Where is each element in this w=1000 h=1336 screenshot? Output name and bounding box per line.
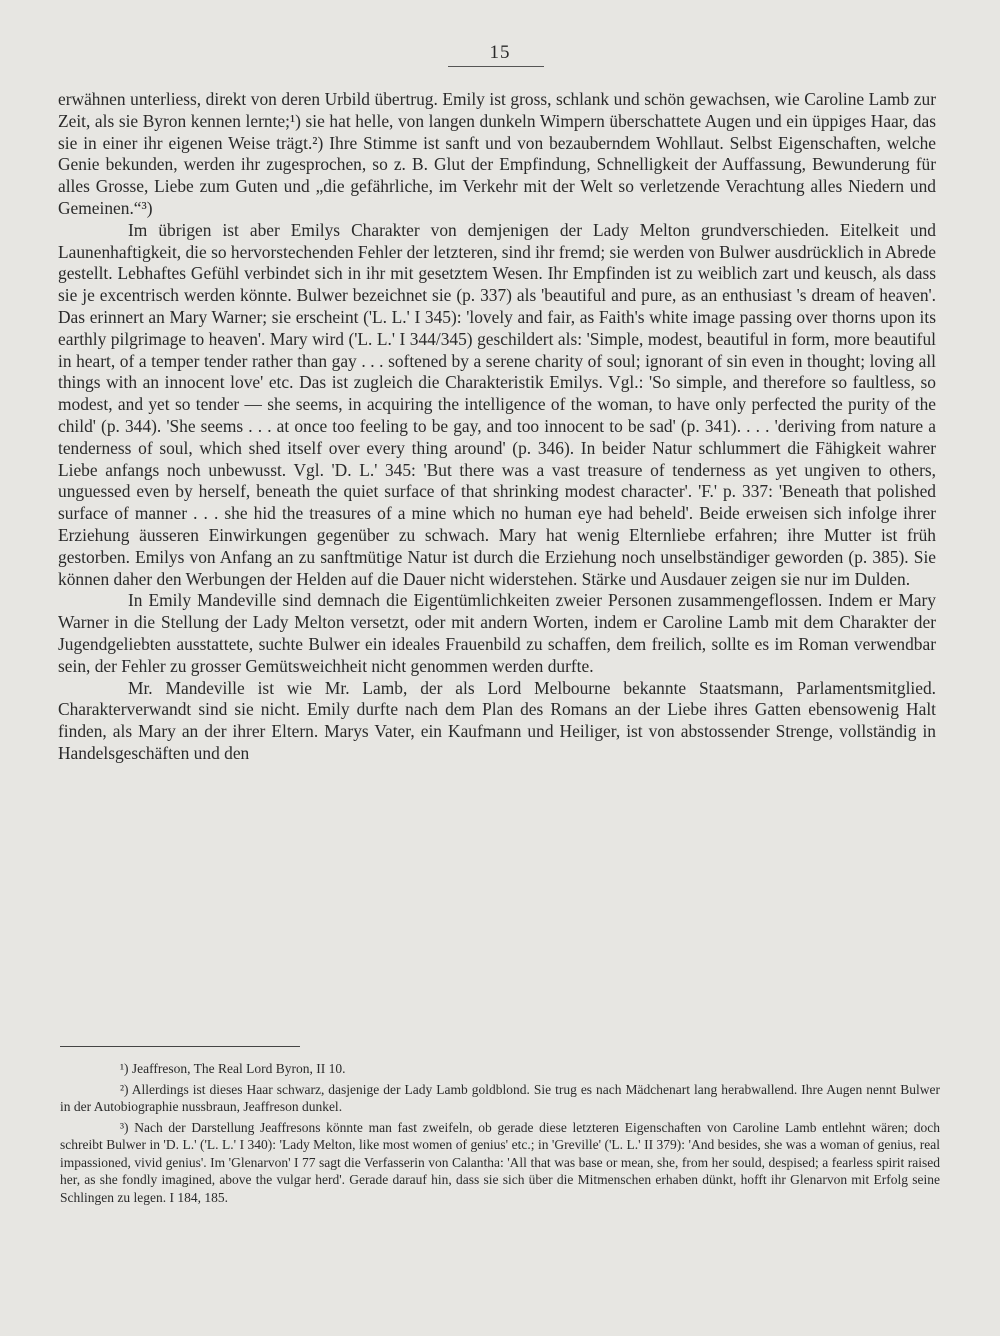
footnote-2: ²) Allerdings ist dieses Haar schwarz, dasjenige der Lady Lamb goldblond. Sie trug es nach Mädchenart lang herabwallend. Ihre Augen nennt Bulwer in der Autobiographie nussbraun, Jeaffreson dunkel. xyxy=(60,1081,940,1114)
footnote-1: ¹) Jeaffreson, The Real Lord Byron, II 10. xyxy=(120,1061,346,1076)
footnote-divider xyxy=(60,1046,300,1047)
paragraph: erwähnen unterliess, direkt von deren Urbild übertrug. Emily ist gross, schlank und schön gewachsen, wie Caroline Lamb zur Zeit, als sie Byron kennen lernte;¹) sie hat helle, von langen dunkeln Wimpern überschattete Augen und ein üppiges Haar, das sie in einer ihr eigenen Weise trägt.²) Ihre Stimme ist sanft und von bezauberndem Wohllaut. Selbst Eigenschaften, welche Genie bekunden, werden ihr zugesprochen, so z. B. Glut der Empfindung, Schnelligkeit der Auffassung, Bewunderung für alles Grosse, Liebe zum Guten und „die gefährliche, im Verkehr mit der Welt so verletzende Verachtung alles Niedern und Gemeinen.“³) xyxy=(58,89,936,218)
body-text xyxy=(58,89,936,765)
paragraph: Mr. Mandeville ist wie Mr. Lamb, der als Lord Melbourne bekannte Staatsmann, Parlamentsmitglied. Charakterverwandt sind sie nicht. Emily durfte nach dem Plan des Romans an der Liebe ihres Gatten ebensowenig Halt finden, als Mary an der ihrer Eltern. Marys Vater, ein Kaufmann und Heiliger, ist von abstossender Strenge, vollständig in Handelsgeschäften und den xyxy=(58,677,936,763)
footnote-3: ³) Nach der Darstellung Jeaffresons könnte man fast zweifeln, ob gerade diese letzteren Eigenschaften von Caroline Lamb entlehnt wären; doch schreibt Bulwer in 'D. L.' ('L. L.' I 340): 'Lady Melton, like most women of genius' etc.; in 'Greville' ('L. L.' II 379): 'And besides, she was a woman of genius, real impassioned, vivid genius'. Im 'Glenarvon' I 77 sagt die Verfasserin von Calantha: 'All that was base or mean, she, from her sould, despised; a fearless spirit raised her, as she fondly imagined, above the vulgar herd'. Gerade darauf hin, dass sie sich über die Mitmenschen erhaben dünkt, hofft ihr Glenarvon mit Erfolg seine Schlingen zu legen. I 184, 185. xyxy=(60,1119,940,1205)
footnotes xyxy=(60,1060,940,1209)
paragraph: Im übrigen ist aber Emilys Charakter von demjenigen der Lady Melton grundverschieden. Eitelkeit und Launenhaftigkeit, die so hervorstechenden Fehler der letzteren, sind ihr fremd; sie werden von Bulwer ausdrücklich in Abrede gestellt. Lebhaftes Gefühl verbindet sich in ihr mit gesetztem Wesen. Ihr Empfinden ist zu weiblich zart und keusch, als dass sie je excentrisch werden könnte. Bulwer bezeichnet sie (p. 337) als 'beautiful and pure, as an enthusiast 's dream of heaven'. Das erinnert an Mary Warner; sie erscheint ('L. L.' I 345): 'lovely and fair, as Faith's white image passing over thorns upon its earthly pilgrimage to heaven'. Mary wird ('L. L.' I 344/345) geschildert als: 'Simple, modest, beautiful in form, more beautiful in heart, of a temper tender rather than gay . . . softened by a serene charity of soul; ignorant of sin even in thought; loving all things with an innocent love' etc. Das ist zugleich die Charakteristik Emilys. Vgl.: 'So simple, and therefore so faultless, so modest, and yet so tender — she seems, in acquiring the intelligence of the woman, to have only perfected the purity of the child' (p. 344). 'She seems . . . at once too feeling to be gay, and too innocent to be sad' (p. 341). . . . 'deriving from nature a tenderness of soul, which shed itself over every thing around' (p. 346). In beider Natur schlummert die Fähigkeit wahrer Liebe anfangs noch unbewusst. Vgl. 'D. L.' 345: 'But there was a vast treasure of tenderness as yet ungiven to others, unguessed even by herself, beneath the quiet surface of that shrinking modest character'. 'F.' p. 337: 'Beneath that polished surface of manner . . . she hid the treasures of a mine which no human eye had beheld'. Beide erweisen sich infolge ihrer Erziehung äusseren Einwirkungen gegenüber zu schwach. Mary hat wenig Elternliebe erfahren; ihre Mutter ist früh gestorben. Emilys von Anfang an zu sanftmütige Natur ist durch die Erziehung noch unselbständiger geworden (p. 385). Sie können daher den Werbungen der Helden auf die Dauer nicht widerstehen. Stärke und Ausdauer zeigen sie nur im Dulden. xyxy=(58,219,936,589)
page-number: 15 xyxy=(489,42,511,63)
paragraph: In Emily Mandeville sind demnach die Eigentümlichkeiten zweier Personen zusammengeflossen. Indem er Mary Warner in die Stellung der Lady Melton versetzt, oder mit andern Worten, indem er Caroline Lamb mit dem Charakter der Jugendgeliebten ausstattete, suchte Bulwer ein ideales Frauenbild zu schaffen, dem freilich, sollte es im Roman verwendbar sein, der Fehler zu grosser Gemütsweichheit nicht genommen werden durfte. xyxy=(58,590,936,676)
page-number-rule xyxy=(448,66,544,67)
